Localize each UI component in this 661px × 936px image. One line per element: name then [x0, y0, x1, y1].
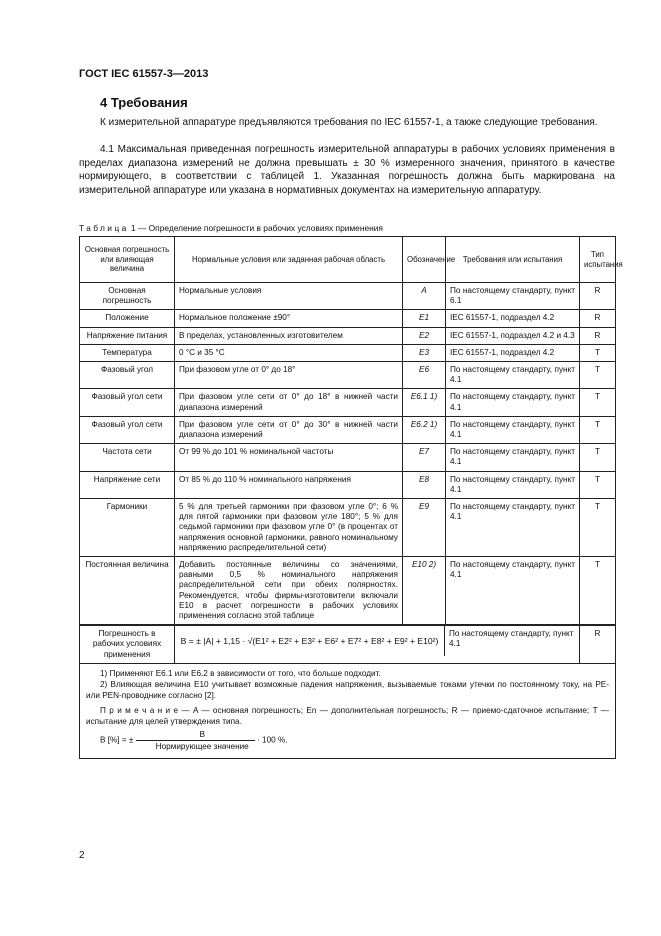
cell-symbol: E10 2) — [403, 557, 446, 626]
cell-conditions: При фазовом угле сети от 0° до 30° в нижней части диапазона измерений — [175, 416, 403, 443]
cell-formula-group — [175, 625, 580, 663]
cell-conditions: 5 % для третьей гармоники при фазовом угле 0°; 6 % для пятой гармоники при фазовом угле 180°; 5 % для седьмой гармоники при фазовом угле 0° (в процентах от напряжения основной гармоники, равного номинальному напряжению распределительной сети) — [175, 499, 403, 557]
cell-test-type: R — [580, 625, 616, 663]
cell-test-type: T — [580, 499, 616, 557]
cell-test-type: T — [580, 416, 616, 443]
cell-symbol: A — [403, 283, 446, 310]
cell-requirements: По настоящему стандарту, пункт 4.1 — [446, 416, 580, 443]
cell-quantity: Гармоники — [80, 499, 175, 557]
table-caption-prefix: Таблица — [79, 223, 129, 233]
cell-requirements: IEC 61557-1, подраздел 4.2 — [446, 344, 580, 361]
cell-quantity: Фазовый угол сети — [80, 389, 175, 416]
table-footnotes-row — [80, 663, 616, 758]
table-row-total-error — [80, 625, 616, 663]
cell-conditions: Нормальные условия — [175, 283, 403, 310]
table-row — [80, 557, 616, 626]
cell-requirements: По настоящему стандарту, пункт 4.1 — [446, 499, 580, 557]
section-title: 4 Требования — [100, 95, 188, 110]
cell-requirements: По настоящему стандарту, пункт 4.1 — [446, 389, 580, 416]
table-row — [80, 327, 616, 344]
table-caption-text: 1 — Определение погрешности в рабочих условиях применения — [130, 223, 383, 233]
header-conditions: Нормальные условия или заданная рабочая область — [175, 237, 403, 283]
cell-test-type: T — [580, 389, 616, 416]
table-footnotes — [80, 663, 616, 758]
cell-conditions: От 99 % до 101 % номинальной частоты — [175, 444, 403, 471]
table-body — [80, 283, 616, 626]
cell-conditions: 0 °C и 35 °C — [175, 344, 403, 361]
cell-symbol: E7 — [403, 444, 446, 471]
table-row — [80, 362, 616, 389]
cell-quantity: Температура — [80, 344, 175, 361]
header-symbol: Обозначение — [403, 237, 446, 283]
note-formula-denominator: Нормирующее значение — [155, 741, 249, 751]
document-id: ГОСТ IEC 61557-3—2013 — [79, 68, 209, 80]
table-note: П р и м е ч а н и е — A — основная погрешность; En — дополнительная погрешность; R — приемо-сдаточное испытание; T — испытание для целей утверждения типа. — [86, 705, 609, 726]
cell-test-type: R — [580, 327, 616, 344]
cell-symbol: E3 — [403, 344, 446, 361]
note-formula-right: · 100 %. — [257, 735, 288, 745]
cell-symbol: E6.1 1) — [403, 389, 446, 416]
table-row — [80, 389, 616, 416]
cell-requirements: IEC 61557-1, подраздел 4.2 — [446, 310, 580, 327]
table-row — [80, 344, 616, 361]
note-formula-left: B [%] = ± — [100, 735, 134, 745]
cell-test-type: R — [580, 310, 616, 327]
table-row — [80, 310, 616, 327]
footnote-2: 2) Влияющая величина E10 учитывает возможные падения напряжения, вызываемые токами утечки по постоянному току, на PE- или PEN-проводнике согласно [2]. — [86, 679, 609, 700]
cell-requirements: IEC 61557-1, подраздел 4.2 и 4.3 — [446, 327, 580, 344]
cell-test-type: T — [580, 444, 616, 471]
total-error-formula: B = ± |A| + 1,15 · √(E1² + E2² + E3² + E6² + E7² + E8² + E9² + E10²) — [175, 626, 445, 656]
cell-quantity: Частота сети — [80, 444, 175, 471]
table-row — [80, 499, 616, 557]
table-row — [80, 444, 616, 471]
table-caption — [79, 223, 383, 233]
cell-symbol: E9 — [403, 499, 446, 557]
cell-test-type: T — [580, 557, 616, 626]
cell-test-type: T — [580, 362, 616, 389]
cell-quantity: Напряжение питания — [80, 327, 175, 344]
cell-quantity: Основная погрешность — [80, 283, 175, 310]
cell-quantity: Погрешность в рабочих условиях применения — [80, 625, 175, 663]
cell-requirements: По настоящему стандарту, пункт 6.1 — [446, 283, 580, 310]
cell-conditions: При фазовом угле сети от 0° до 18° в нижней части диапазона измерений — [175, 389, 403, 416]
cell-symbol: E6.2 1) — [403, 416, 446, 443]
header-test-type: Тип испытания — [580, 237, 616, 283]
table-row — [80, 471, 616, 498]
cell-conditions: При фазовом угле от 0° до 18° — [175, 362, 403, 389]
cell-quantity: Положение — [80, 310, 175, 327]
cell-conditions: От 85 % до 110 % номинального напряжения — [175, 471, 403, 498]
paragraph-intro: К измерительной аппаратуре предъявляются требования по IEC 61557-1, а также следующие требования. — [100, 117, 598, 128]
note-formula-fraction — [136, 729, 255, 752]
cell-requirements: По настоящему стандарту, пункт 4.1 — [446, 471, 580, 498]
cell-quantity: Напряжение сети — [80, 471, 175, 498]
table-header-row — [80, 237, 616, 283]
header-requirements: Требования или испытания — [446, 237, 580, 283]
cell-symbol: E6 — [403, 362, 446, 389]
cell-test-type: T — [580, 344, 616, 361]
cell-requirements: По настоящему стандарту, пункт 4.1 — [446, 557, 580, 626]
note-formula-numerator: B — [136, 729, 255, 741]
cell-symbol: E1 — [403, 310, 446, 327]
cell-conditions: Нормальное положение ±90° — [175, 310, 403, 327]
note-formula — [86, 729, 609, 752]
table-row — [80, 416, 616, 443]
cell-symbol: E2 — [403, 327, 446, 344]
cell-quantity: Фазовый угол сети — [80, 416, 175, 443]
cell-quantity: Постоянная величина — [80, 557, 175, 626]
cell-conditions: Добавить постоянные величины со значениями, равными 0,5 % номинального напряжения распределительной сети при обеих полярностях. Рекомендуется, чтобы фирмы-изготовители включали E10 в расчет погрешности в рабочих условиях применения согласно этой таблице — [175, 557, 403, 626]
cell-requirements: По настоящему стандарту, пункт 4.1 — [449, 629, 574, 649]
paragraph-4-1: 4.1 Максимальная приведенная погрешность измерительной аппаратуры в рабочих условиях применения в пределах диапазона измерений не должна превышать ± 30 % измеренного значения, принятого в качестве нормирующего, в соответствии с таблицей 1. Указанная погрешность должна быть маркирована на измерительной аппаратуре или указана в нормативных документах на измерительную аппаратуру. — [79, 144, 615, 196]
header-quantity: Основная погрешность или влияющая величина — [80, 237, 175, 283]
footnote-1: 1) Применяют E6.1 или E6.2 в зависимости от того, что больше подходит. — [100, 668, 381, 678]
cell-conditions: В пределах, установленных изготовителем — [175, 327, 403, 344]
cell-test-type: T — [580, 471, 616, 498]
cell-requirements: По настоящему стандарту, пункт 4.1 — [446, 444, 580, 471]
table-row — [80, 283, 616, 310]
cell-symbol: E8 — [403, 471, 446, 498]
cell-requirements: По настоящему стандарту, пункт 4.1 — [446, 362, 580, 389]
cell-quantity: Фазовый угол — [80, 362, 175, 389]
cell-test-type: R — [580, 283, 616, 310]
page-number: 2 — [79, 850, 85, 861]
error-definition-table — [79, 236, 623, 759]
